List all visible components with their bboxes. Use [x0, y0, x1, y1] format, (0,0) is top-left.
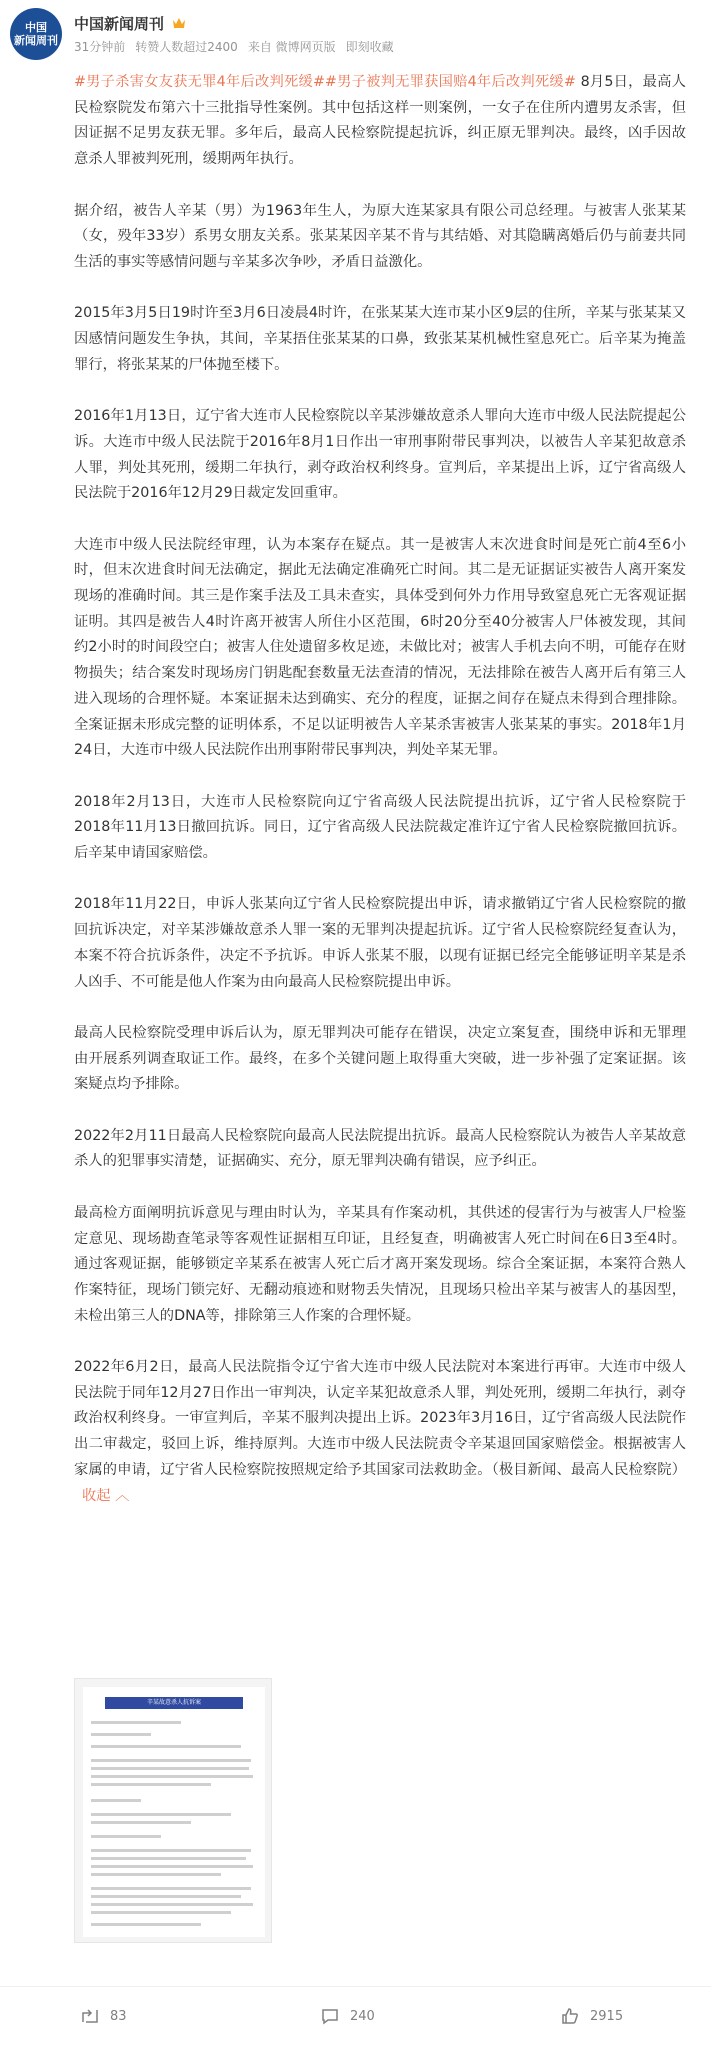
document-line: [91, 1813, 231, 1816]
likes-meta: 转赞人数超过2400: [135, 40, 238, 54]
paragraph-2: 据介绍，被告人辛某（男）为1963年生人，为原大连某家具有限公司总经理。与被害人张某某（女，殁年33岁）系男女朋友关系。张某某因辛某不肯与其结婚、对其隐瞒离婚后仍与前妻共同生活的事实等感情问题与辛某多次争吵，矛盾日益激化。: [74, 202, 686, 270]
avatar-text-line2: 新闻周刊: [14, 34, 58, 47]
paragraph-10: 最高检方面阐明抗诉意见与理由时认为，辛某具有作案动机，其供述的侵害行为与被害人尸检鉴定意见、现场勘查笔录等客观性证据相互印证，且经复查，明确被害人死亡时间在6日3至4时。通过客观证据，能够锁定辛某系在被害人死亡后才离开案发现场。综合全案证据，本案符合熟人作案特征，现场门锁完好、无翻动痕迹和财物丢失情况，且现场只检出辛某与被害人的基因型，未检出第三人的DNA等，排除第三人作案的合理怀疑。: [74, 1204, 686, 1324]
document-line: [91, 1903, 253, 1906]
topic-link-2[interactable]: #男子被判无罪获国赔4年后改判死缓#: [324, 74, 576, 90]
attachment-image[interactable]: [74, 1678, 272, 1943]
paragraph-11: [74, 1355, 686, 1509]
document-line: [91, 1721, 181, 1724]
comment-count: 240: [350, 2008, 375, 2024]
paragraph-8: 最高人民检察院受理申诉后认为，原无罪判决可能存在错误，决定立案复查，围绕申诉和无罪理由开展系列调查取证工作。最终，在多个关键问题上取得重大突破，进一步补强了定案证据。该案疑点均予排除。: [74, 1024, 686, 1093]
document-line: [91, 1911, 231, 1914]
document-line: [91, 1849, 251, 1852]
post-body: [74, 70, 686, 1535]
topic-link-1[interactable]: #男子杀害女友获无罪4年后改判死缓#: [74, 74, 325, 90]
document-line: [91, 1857, 246, 1860]
avatar[interactable]: [10, 8, 62, 60]
paragraph-1: [74, 70, 686, 173]
document-line: [91, 1887, 251, 1890]
collapse-button[interactable]: [82, 1488, 129, 1504]
document-line: [91, 1923, 201, 1926]
document-line: [91, 1767, 249, 1770]
account-name[interactable]: 中国新闻周刊: [74, 14, 165, 33]
document-line: [91, 1895, 241, 1898]
thumbs-up-icon: [560, 2006, 580, 2026]
collect-link[interactable]: 即刻收藏: [345, 40, 394, 54]
document-thumbnail: [83, 1687, 265, 1937]
paragraph-9: 2022年2月11日最高人民检察院向最高人民法院提出抗诉。最高人民检察院认为被告人辛某故意杀人的犯罪事实清楚，证据确实、充分，原无罪判决确有错误，应予纠正。: [74, 1127, 686, 1170]
post-header: [0, 0, 711, 72]
comment-button[interactable]: [320, 1987, 375, 2045]
avatar-text-line1: 中国: [25, 21, 47, 34]
paragraph-7: 2018年11月22日，申诉人张某向辽宁省人民检察院提出申诉，请求撤销辽宁省人民检察院的撤回抗诉决定，对辛某涉嫌故意杀人罪一案的无罪判决提起抗诉。辽宁省人民检察院经复查认为，本案不符合抗诉条件，决定不予抗诉。申诉人张某不服，以现有证据已经完全能够证明辛某是杀人凶手、不可能是他人作案为由向最高人民检察院提出申诉。: [74, 896, 686, 990]
post-time[interactable]: 31分钟前: [74, 40, 126, 54]
repost-icon: [80, 2006, 100, 2026]
like-count: 2915: [590, 2008, 624, 2024]
paragraph-3: 2015年3月5日19时许至3月6日凌晨4时许，在张某某大连市某小区9层的住所，辛某与张某某又因感情问题发生争执，其间，辛某捂住张某某的口鼻，致张某某机械性窒息死亡。后辛某为掩盖罪行，将张某某的尸体抛至楼下。: [74, 305, 686, 373]
document-line: [91, 1835, 161, 1838]
document-line: [91, 1873, 221, 1876]
collapse-label: 收起: [82, 1487, 111, 1504]
document-line: [91, 1821, 191, 1824]
action-bar: [0, 1986, 711, 2044]
document-line: [91, 1783, 211, 1786]
paragraph-11-text: 2022年6月2日，最高人民法院指令辽宁省大连市中级人民法院对本案进行再审。大连市中级人民法院于同年12月27日作出一审判决，认定辛某犯故意杀人罪，判处死刑，缓期二年执行，剥夺政治权利终身。一审宣判后，辛某不服判决提出上诉。2023年3月16日，辽宁省高级人民法院作出二审裁定，驳回上诉，维持原判。大连市中级人民法院责令辛某退回国家赔偿金。根据被害人家属的申请，辽宁省人民检察院按照规定给予其国家司法救助金。（极目新闻、最高人民检察院）: [74, 1359, 686, 1478]
document-line: [91, 1775, 253, 1778]
paragraph-6: 2018年2月13日，大连市人民检察院向辽宁省高级人民法院提出抗诉，辽宁省人民检察院于2018年11月13日撤回抗诉。同日，辽宁省高级人民法院裁定准许辽宁省人民检察院撤回抗诉。后辛某申请国家赔偿。: [74, 793, 686, 862]
post-meta: [74, 38, 394, 55]
comment-icon: [320, 2006, 340, 2026]
document-title: 辛某故意杀人抗诉案: [105, 1697, 243, 1709]
like-button[interactable]: [560, 1987, 623, 2045]
document-line: [91, 1865, 253, 1868]
name-row: [74, 10, 188, 36]
paragraph-1-text: 8月5日，最高人民检察院发布第六十三批指导性案例。其中包括这样一则案例，一女子在住所内遭男友杀害，但因证据不足男友获无罪。多年后，最高人民检察院提起抗诉，纠正原无罪判决。最终，凶手因故意杀人罪被判死刑，缓期两年执行。: [74, 74, 686, 168]
avatar-logo: [10, 8, 62, 60]
vip-badge-icon: [170, 14, 188, 32]
paragraph-4: 2016年1月13日，辽宁省大连市人民检察院以辛某涉嫌故意杀人罪向大连市中级人民法院提起公诉。大连市中级人民法院于2016年8月1日作出一审刑事附带民事判决，以被告人辛某犯故意杀人罪，判处其死刑，缓期二年执行，剥夺政治权利终身。宣判后，辛某提出上诉，辽宁省高级人民法院于2016年12月29日裁定发回重审。: [74, 408, 686, 502]
post-source: 来自 微博网页版: [247, 40, 336, 54]
document-line: [91, 1733, 151, 1736]
chevron-up-icon: ︿: [115, 1487, 130, 1504]
repost-button[interactable]: [80, 1987, 127, 2045]
document-line: [91, 1799, 141, 1802]
document-line: [91, 1745, 241, 1748]
repost-count: 83: [110, 2008, 127, 2024]
document-line: [91, 1759, 251, 1762]
paragraph-5: 大连市中级人民法院经审理，认为本案存在疑点。其一是被害人末次进食时间是死亡前4至6小时，但末次进食时间无法确定，据此无法确定准确死亡时间。其二是无证据证实被告人离开案发现场的准确时间。其三是作案手法及工具未查实，具体受到何外力作用导致窒息死亡无客观证据证明。其四是被告人4时许离开被害人所住小区范围，6时20分至40分被害人尸体被发现，其间约2小时的时间段空白；被害人住处遗留多枚足迹，未做比对；被害人手机去向不明，可能存在财物损失；结合案发时现场房门钥匙配套数量无法查清的情况，无法排除在被告人离开后有第三人进入现场的合理怀疑。本案证据未达到确实、充分的程度，证据之间存在疑点未得到合理排除。全案证据未形成完整的证明体系，不足以证明被告人辛某杀害被害人张某某的事实。2018年1月24日，大连市中级人民法院作出刑事附带民事判决，判处辛某无罪。: [74, 536, 686, 759]
